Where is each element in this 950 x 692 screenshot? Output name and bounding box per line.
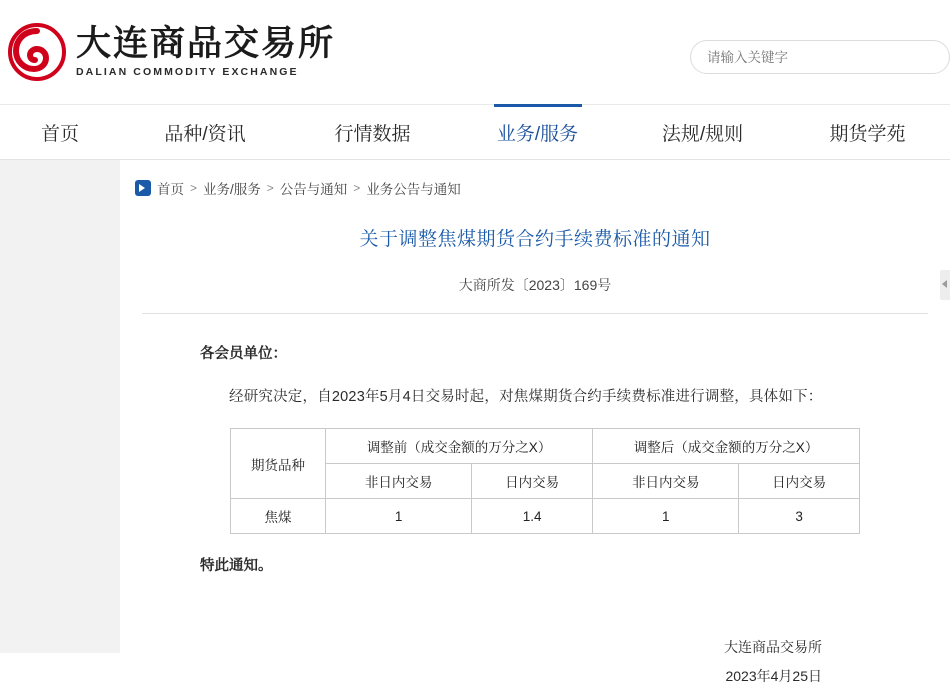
breadcrumb-separator: > — [353, 181, 361, 195]
nav-label: 行情数据 — [334, 123, 411, 145]
table-header-row-2 — [231, 464, 860, 499]
signature-block — [200, 633, 890, 692]
breadcrumb-separator: > — [190, 181, 198, 195]
fee-adjustment-table — [230, 428, 860, 534]
cell-after-non-intraday: 1 — [593, 499, 739, 534]
nav-item-varieties[interactable] — [120, 105, 290, 159]
main-nav — [0, 104, 950, 160]
cell-after-intraday: 3 — [739, 499, 860, 534]
table-subheader-after-non-intraday: 非日内交易 — [593, 464, 739, 499]
nav-label: 首页 — [40, 123, 79, 145]
signature-date: 2023年4月25日 — [725, 668, 822, 685]
breadcrumb-item-business-services[interactable]: 业务/服务 — [203, 182, 261, 197]
nav-label: 业务/服务 — [496, 123, 579, 145]
table-row — [231, 499, 860, 534]
table-subheader-before-non-intraday: 非日内交易 — [326, 464, 472, 499]
search-box[interactable] — [690, 40, 950, 74]
cell-variety: 焦煤 — [231, 499, 326, 534]
table-subheader-before-intraday: 日内交易 — [472, 464, 593, 499]
search-input[interactable] — [705, 49, 935, 66]
nav-label: 品种/资讯 — [164, 123, 246, 145]
side-panel-toggle[interactable] — [940, 270, 950, 300]
content-area — [0, 160, 950, 685]
page-title: 关于调整焦煤期货合约手续费标准的通知 — [359, 229, 711, 250]
nav-item-regulations[interactable] — [620, 105, 785, 159]
document-number: 大商所发〔2023〕169号 — [458, 277, 612, 293]
table-header-row-1 — [231, 429, 860, 464]
cell-before-intraday: 1.4 — [472, 499, 593, 534]
nav-item-business-services[interactable] — [455, 105, 620, 159]
dce-spiral-logo-icon — [8, 23, 66, 81]
document-panel — [120, 160, 950, 685]
location-arrow-icon — [135, 180, 151, 196]
title-divider — [142, 313, 928, 314]
nav-item-academy[interactable] — [785, 105, 950, 159]
table-header-before: 调整前（成交金额的万分之X） — [326, 429, 593, 464]
breadcrumb-separator: > — [266, 181, 274, 195]
cell-before-non-intraday: 1 — [326, 499, 472, 534]
breadcrumb-item-home[interactable]: 首页 — [157, 182, 184, 197]
document-body — [120, 342, 950, 692]
nav-item-home[interactable] — [0, 105, 120, 159]
left-gutter — [0, 160, 120, 653]
breadcrumb-item-announcements[interactable]: 公告与通知 — [279, 182, 348, 197]
site-header — [0, 0, 950, 104]
signature-org: 大连商品交易所 — [724, 639, 822, 655]
logo-title-en: DALIAN COMMODITY EXCHANGE — [76, 66, 299, 79]
salutation: 各会员单位： — [200, 346, 287, 362]
body-paragraph: 经研究决定，自2023年5月4日交易时起，对焦煤期货合约手续费标准进行调整，具体如下： — [229, 389, 823, 405]
breadcrumb — [120, 160, 950, 198]
site-logo[interactable] — [8, 23, 335, 81]
table-subheader-after-intraday: 日内交易 — [739, 464, 860, 499]
table-header-variety: 期货品种 — [231, 429, 326, 499]
table-header-after: 调整后（成交金额的万分之X） — [593, 429, 860, 464]
nav-label: 期货学苑 — [829, 123, 906, 145]
nav-label: 法规/规则 — [661, 123, 744, 145]
logo-title-cn: 大连商品交易所 — [76, 24, 336, 64]
logo-text — [76, 26, 335, 78]
nav-item-market-data[interactable] — [290, 105, 455, 159]
breadcrumb-item-business-announcements[interactable]: 业务公告与通知 — [366, 182, 461, 197]
closing-text: 特此通知。 — [200, 558, 273, 574]
